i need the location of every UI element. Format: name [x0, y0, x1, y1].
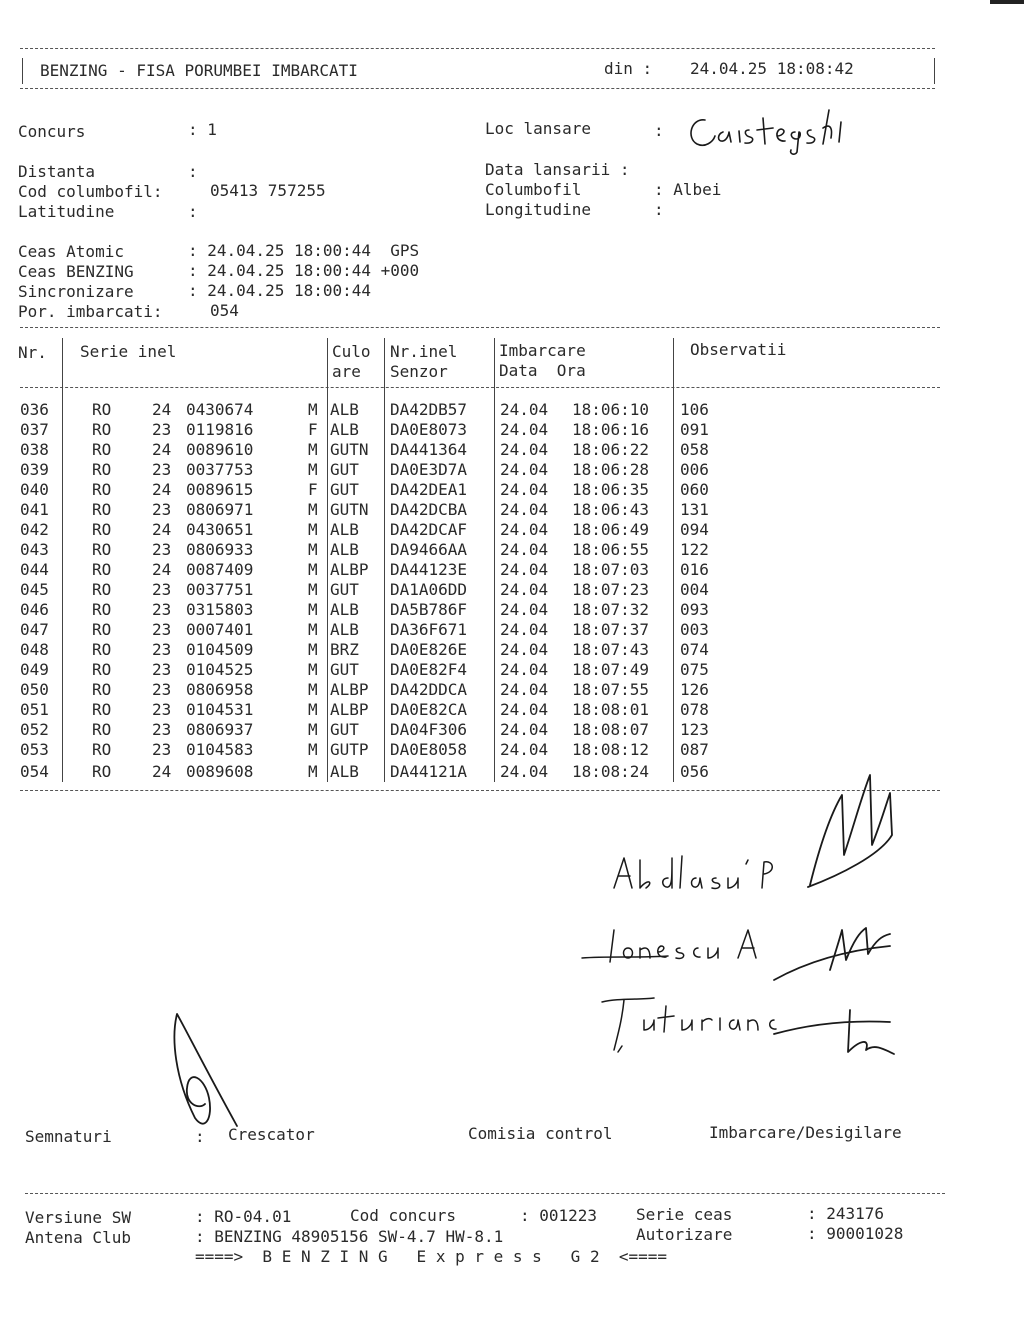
loc-handwriting [683, 104, 858, 159]
distanta-label: Distanta [18, 162, 96, 181]
cell-time: 18:06:55 [572, 540, 650, 559]
concurs-label: Concurs [18, 122, 86, 141]
cell-time: 18:06:22 [572, 440, 650, 459]
cell-country: RO [92, 480, 112, 499]
cell-nr: 051 [20, 700, 49, 719]
cell-year: 23 [152, 580, 172, 599]
cell-year: 23 [152, 460, 172, 479]
cell-color: ALB [330, 762, 359, 781]
cell-color: GUTN [330, 440, 369, 459]
col-header-culoare-2: are [332, 362, 361, 381]
cell-color: GUT [330, 480, 359, 499]
table-row [20, 460, 740, 480]
handwritten-name-1 [610, 848, 780, 898]
cell-color: GUTP [330, 740, 369, 759]
cell-date: 24.04 [500, 520, 549, 539]
cell-country: RO [92, 700, 112, 719]
cell-sensor: DA42DDCA [390, 680, 468, 699]
cell-year: 24 [152, 400, 172, 419]
signature-crescator [165, 1008, 255, 1138]
cell-color: GUTN [330, 500, 369, 519]
table-row [20, 420, 740, 440]
cell-nr: 050 [20, 680, 49, 699]
cell-ring-number: 0430651 [186, 520, 254, 539]
footer-rule [25, 1193, 945, 1194]
cell-color: GUT [330, 660, 359, 679]
cell-sex: M [308, 460, 318, 479]
data-lansarii-label: Data lansarii : [485, 160, 630, 179]
cell-nr: 054 [20, 762, 49, 781]
cell-time: 18:07:32 [572, 600, 650, 619]
cell-time: 18:08:01 [572, 700, 650, 719]
col-header-nr: Nr. [18, 343, 47, 362]
cell-nr: 043 [20, 540, 49, 559]
cell-nr: 047 [20, 620, 49, 639]
serie-ceas-value: : 243176 [807, 1204, 885, 1223]
cell-date: 24.04 [500, 762, 549, 781]
cell-observatii: 131 [680, 500, 709, 519]
cell-ring-number: 0089615 [186, 480, 254, 499]
cell-sensor: DA0E8073 [390, 420, 468, 439]
cell-year: 23 [152, 540, 172, 559]
cell-nr: 048 [20, 640, 49, 659]
cell-ring-number: 0806958 [186, 680, 254, 699]
cell-date: 24.04 [500, 600, 549, 619]
table-row [20, 480, 740, 500]
cell-time: 18:06:49 [572, 520, 650, 539]
cell-ring-number: 0806937 [186, 720, 254, 739]
cell-ring-number: 0119816 [186, 420, 254, 439]
cell-time: 18:06:16 [572, 420, 650, 439]
cell-sex: M [308, 520, 318, 539]
ceas-atomic-value: : 24.04.25 18:00:44 GPS [188, 241, 420, 260]
cell-date: 24.04 [500, 440, 549, 459]
cell-year: 23 [152, 640, 172, 659]
cell-color: ALBP [330, 680, 369, 699]
cell-time: 18:07:55 [572, 680, 650, 699]
cell-time: 18:07:43 [572, 640, 650, 659]
cod-concurs-value: : 001223 [520, 1206, 598, 1225]
ceas-benzing-label: Ceas BENZING [18, 262, 134, 281]
comisia-label: Comisia control [468, 1124, 613, 1143]
brand-line: ====> B E N Z I N G E x p r e s s G 2 <==== [195, 1247, 668, 1266]
antena-label: Antena Club [25, 1228, 131, 1247]
cell-sex: M [308, 580, 318, 599]
cell-ring-number: 0104525 [186, 660, 254, 679]
cell-observatii: 093 [680, 600, 709, 619]
cell-observatii: 078 [680, 700, 709, 719]
cell-country: RO [92, 720, 112, 739]
cell-year: 24 [152, 440, 172, 459]
table-row [20, 540, 740, 560]
cell-sex: M [308, 560, 318, 579]
sincronizare-value: : 24.04.25 18:00:44 [188, 281, 372, 300]
cell-country: RO [92, 540, 112, 559]
cell-country: RO [92, 600, 112, 619]
signature-mark-2 [770, 910, 910, 990]
versiune-label: Versiune SW [25, 1208, 131, 1227]
cell-date: 24.04 [500, 720, 549, 739]
cell-year: 23 [152, 660, 172, 679]
cell-time: 18:08:24 [572, 762, 650, 781]
cell-nr: 046 [20, 600, 49, 619]
cell-sensor: DA1A06DD [390, 580, 468, 599]
table-top-rule [20, 327, 940, 328]
cell-date: 24.04 [500, 400, 549, 419]
col-header-observatii: Observatii [690, 340, 787, 359]
cell-observatii: 004 [680, 580, 709, 599]
cell-year: 23 [152, 620, 172, 639]
table-row [20, 580, 740, 600]
cell-ring-number: 0089610 [186, 440, 254, 459]
table-row [20, 560, 740, 580]
cell-sensor: DA9466AA [390, 540, 468, 559]
cell-observatii: 056 [680, 762, 709, 781]
cell-nr: 038 [20, 440, 49, 459]
col-header-nrinel-1: Nr.inel [390, 342, 458, 361]
cell-nr: 041 [20, 500, 49, 519]
signature-mark-1 [800, 765, 910, 895]
cell-ring-number: 0089608 [186, 762, 254, 781]
cell-nr: 037 [20, 420, 49, 439]
cell-observatii: 016 [680, 560, 709, 579]
cell-sensor: DA36F671 [390, 620, 468, 639]
cell-observatii: 087 [680, 740, 709, 759]
table-row [20, 640, 740, 660]
cell-ring-number: 0037751 [186, 580, 254, 599]
table-row [20, 620, 740, 640]
cell-year: 24 [152, 762, 172, 781]
cell-country: RO [92, 680, 112, 699]
cell-country: RO [92, 440, 112, 459]
cell-ring-number: 0087409 [186, 560, 254, 579]
cell-sensor: DA04F306 [390, 720, 468, 739]
table-row [20, 720, 740, 740]
cell-nr: 049 [20, 660, 49, 679]
loc-sep: : [654, 121, 664, 140]
cell-sensor: DA42DCBA [390, 500, 468, 519]
cell-sensor: DA0E8058 [390, 740, 468, 759]
cell-country: RO [92, 500, 112, 519]
cell-sex: F [308, 420, 318, 439]
col-header-imbarcare-2: Data Ora [499, 361, 586, 380]
cell-ring-number: 0037753 [186, 460, 254, 479]
table-row [20, 440, 740, 460]
cell-ring-number: 0104583 [186, 740, 254, 759]
table-header-rule [20, 387, 940, 388]
cell-observatii: 058 [680, 440, 709, 459]
cell-date: 24.04 [500, 680, 549, 699]
cell-sensor: DA42DCAF [390, 520, 468, 539]
cell-sex: M [308, 740, 318, 759]
cell-nr: 039 [20, 460, 49, 479]
cell-year: 23 [152, 500, 172, 519]
cell-country: RO [92, 580, 112, 599]
cell-ring-number: 0315803 [186, 600, 254, 619]
cell-year: 23 [152, 680, 172, 699]
cell-sex: M [308, 620, 318, 639]
cell-observatii: 106 [680, 400, 709, 419]
cell-observatii: 074 [680, 640, 709, 659]
cell-observatii: 060 [680, 480, 709, 499]
cell-sex: M [308, 680, 318, 699]
ceas-benzing-value: : 24.04.25 18:00:44 +000 [188, 261, 420, 280]
cell-time: 18:06:10 [572, 400, 650, 419]
table-row [20, 740, 740, 760]
cell-time: 18:07:37 [572, 620, 650, 639]
cell-color: GUT [330, 720, 359, 739]
cell-country: RO [92, 420, 112, 439]
concurs-value: : 1 [188, 120, 217, 139]
table-row [20, 500, 740, 520]
cell-color: ALBP [330, 560, 369, 579]
cod-label: Cod columbofil: [18, 182, 163, 201]
cell-date: 24.04 [500, 640, 549, 659]
latitudine-label: Latitudine [18, 202, 115, 221]
cell-sensor: DA44123E [390, 560, 468, 579]
cell-observatii: 123 [680, 720, 709, 739]
longitudine-label: Longitudine [485, 200, 591, 219]
cell-sex: M [308, 660, 318, 679]
table-row [20, 680, 740, 700]
cell-country: RO [92, 400, 112, 419]
cell-date: 24.04 [500, 620, 549, 639]
cell-color: ALBP [330, 700, 369, 719]
cell-sensor: DA44121A [390, 762, 468, 781]
cell-sensor: DA42DB57 [390, 400, 468, 419]
cell-country: RO [92, 660, 112, 679]
cell-sex: M [308, 540, 318, 559]
cell-sex: M [308, 640, 318, 659]
header-left-border [22, 58, 23, 84]
signature-mark-3 [770, 1000, 910, 1060]
cell-observatii: 003 [680, 620, 709, 639]
cell-observatii: 091 [680, 420, 709, 439]
cell-sex: M [308, 440, 318, 459]
cell-country: RO [92, 460, 112, 479]
table-row [20, 400, 740, 420]
cell-observatii: 075 [680, 660, 709, 679]
cell-color: ALB [330, 520, 359, 539]
cell-sensor: DA0E82CA [390, 700, 468, 719]
cell-observatii: 122 [680, 540, 709, 559]
cell-sex: M [308, 600, 318, 619]
loc-label: Loc lansare [485, 119, 591, 138]
cell-sensor: DA441364 [390, 440, 468, 459]
cell-sensor: DA42DEA1 [390, 480, 468, 499]
cell-nr: 052 [20, 720, 49, 739]
cell-sensor: DA0E3D7A [390, 460, 468, 479]
cell-time: 18:07:49 [572, 660, 650, 679]
cell-sensor: DA5B786F [390, 600, 468, 619]
crescator-label: Crescator [228, 1125, 315, 1144]
cell-time: 18:06:43 [572, 500, 650, 519]
cell-country: RO [92, 520, 112, 539]
longitudine-value: : [654, 200, 664, 219]
por-imbarcati-label: Por. imbarcati: [18, 302, 163, 321]
din-label: din : [604, 59, 653, 78]
col-header-culoare-1: Culo [332, 342, 371, 361]
cell-sex: F [308, 480, 318, 499]
cell-date: 24.04 [500, 420, 549, 439]
cell-time: 18:08:07 [572, 720, 650, 739]
columbofil-value: : Albei [654, 180, 722, 199]
cell-sex: M [308, 720, 318, 739]
cell-ring-number: 0806933 [186, 540, 254, 559]
cell-observatii: 094 [680, 520, 709, 539]
page-title: BENZING - FISA PORUMBEI IMBARCATI [40, 61, 358, 80]
cell-ring-number: 0104531 [186, 700, 254, 719]
cell-ring-number: 0104509 [186, 640, 254, 659]
cell-country: RO [92, 740, 112, 759]
cell-year: 24 [152, 560, 172, 579]
cell-sex: M [308, 700, 318, 719]
latitudine-value: : [188, 202, 198, 221]
cell-date: 24.04 [500, 500, 549, 519]
cell-year: 24 [152, 520, 172, 539]
cell-nr: 045 [20, 580, 49, 599]
cell-date: 24.04 [500, 560, 549, 579]
versiune-value: : RO-04.01 [195, 1207, 292, 1226]
cell-date: 24.04 [500, 580, 549, 599]
table-row [20, 660, 740, 680]
autorizare-value: : 90001028 [807, 1224, 904, 1243]
col-header-imbarcare-1: Imbarcare [499, 341, 586, 360]
cell-year: 23 [152, 700, 172, 719]
cell-time: 18:08:12 [572, 740, 650, 759]
cell-sex: M [308, 500, 318, 519]
cell-color: ALB [330, 620, 359, 639]
table-row [20, 520, 740, 540]
serie-ceas-label: Serie ceas [636, 1205, 733, 1224]
cell-country: RO [92, 640, 112, 659]
semnaturi-label: Semnaturi [25, 1127, 112, 1146]
cell-country: RO [92, 762, 112, 781]
cell-sensor: DA0E826E [390, 640, 468, 659]
header-top-rule [20, 48, 935, 49]
scan-edge-mark [990, 0, 1024, 4]
cell-nr: 042 [20, 520, 49, 539]
cell-color: GUT [330, 460, 359, 479]
cell-color: ALB [330, 400, 359, 419]
cell-ring-number: 0806971 [186, 500, 254, 519]
cell-time: 18:07:03 [572, 560, 650, 579]
cell-sex: M [308, 762, 318, 781]
sincronizare-label: Sincronizare [18, 282, 134, 301]
cell-year: 24 [152, 480, 172, 499]
imbarcare-label: Imbarcare/Desigilare [709, 1123, 902, 1142]
cell-year: 23 [152, 600, 172, 619]
cell-date: 24.04 [500, 480, 549, 499]
cell-observatii: 126 [680, 680, 709, 699]
cell-date: 24.04 [500, 740, 549, 759]
header-bottom-rule [20, 88, 935, 89]
din-value: 24.04.25 18:08:42 [690, 59, 854, 78]
table-row [20, 700, 740, 720]
cell-observatii: 006 [680, 460, 709, 479]
table-row [20, 600, 740, 620]
autorizare-label: Autorizare [636, 1225, 733, 1244]
cell-ring-number: 0007401 [186, 620, 254, 639]
cell-color: BRZ [330, 640, 359, 659]
cell-year: 23 [152, 720, 172, 739]
cell-date: 24.04 [500, 540, 549, 559]
col-header-serie: Serie inel [80, 342, 177, 361]
distanta-value: : [188, 162, 198, 181]
cell-date: 24.04 [500, 700, 549, 719]
antena-value: : BENZING 48905156 SW-4.7 HW-8.1 [195, 1227, 504, 1246]
cell-color: GUT [330, 580, 359, 599]
table-row [20, 762, 740, 782]
por-imbarcati-value: 054 [210, 301, 239, 320]
cell-ring-number: 0430674 [186, 400, 254, 419]
cell-country: RO [92, 560, 112, 579]
cell-sex: M [308, 400, 318, 419]
handwritten-name-2 [578, 918, 778, 973]
cell-color: ALB [330, 540, 359, 559]
cell-sensor: DA0E82F4 [390, 660, 468, 679]
columbofil-label: Columbofil [485, 180, 582, 199]
col-header-nrinel-2: Senzor [390, 362, 448, 381]
cell-nr: 044 [20, 560, 49, 579]
cell-nr: 053 [20, 740, 49, 759]
cell-year: 23 [152, 420, 172, 439]
cell-year: 23 [152, 740, 172, 759]
cell-time: 18:06:28 [572, 460, 650, 479]
header-right-border [934, 58, 935, 84]
cell-nr: 040 [20, 480, 49, 499]
semnaturi-sep: : [195, 1127, 205, 1146]
cell-time: 18:06:35 [572, 480, 650, 499]
cell-nr: 036 [20, 400, 49, 419]
cell-date: 24.04 [500, 460, 549, 479]
ceas-atomic-label: Ceas Atomic [18, 242, 124, 261]
cell-color: ALB [330, 600, 359, 619]
cell-date: 24.04 [500, 660, 549, 679]
cod-concurs-label: Cod concurs [350, 1206, 456, 1225]
cell-color: ALB [330, 420, 359, 439]
cell-country: RO [92, 620, 112, 639]
cod-value: 05413 757255 [210, 181, 326, 200]
cell-time: 18:07:23 [572, 580, 650, 599]
